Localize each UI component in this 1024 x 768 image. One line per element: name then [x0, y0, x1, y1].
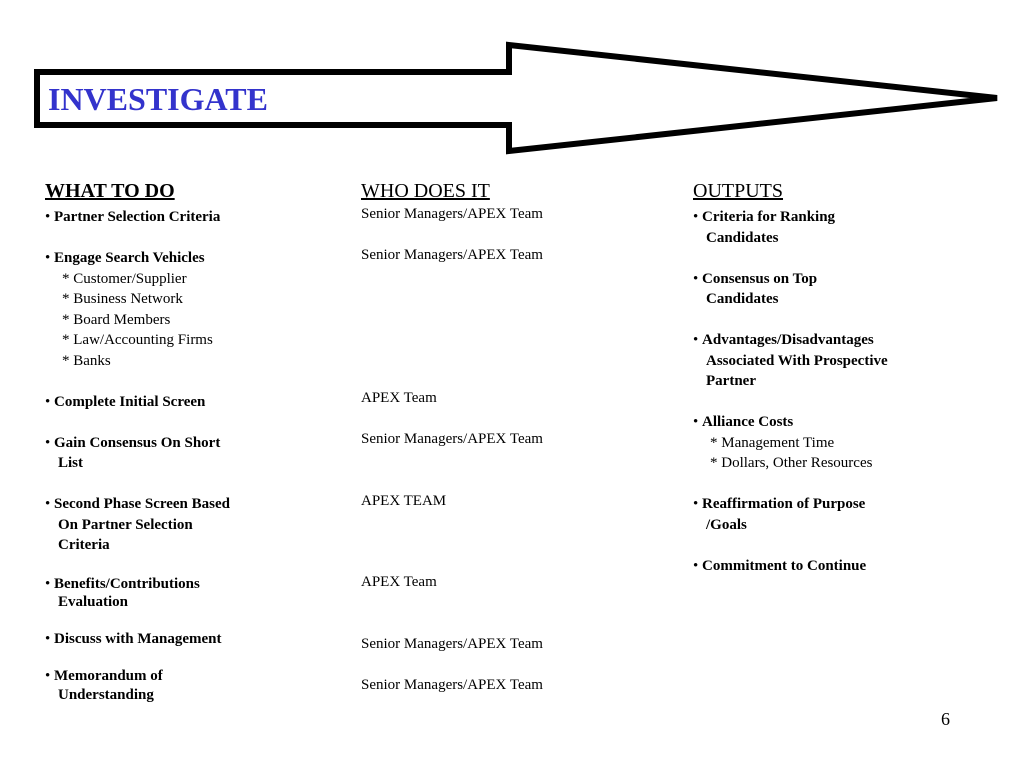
who-item: APEX Team	[361, 390, 437, 406]
bullet-icon: •	[693, 209, 699, 225]
bullet-icon: •	[45, 250, 51, 266]
output-item-text: Consensus on Top	[702, 271, 818, 287]
output-item	[693, 331, 874, 350]
sub-item: * Customer/Supplier	[62, 271, 187, 287]
list-item	[45, 630, 222, 649]
bullet-icon: •	[45, 496, 51, 512]
who-item: APEX TEAM	[361, 493, 447, 509]
bullet-icon: •	[693, 558, 699, 574]
output-sub-item: * Dollars, Other Resources	[710, 455, 873, 471]
sub-item: * Banks	[62, 353, 111, 369]
list-item	[45, 434, 220, 453]
bullet-icon: •	[45, 631, 51, 647]
list-item-continuation: Understanding	[58, 687, 154, 703]
slide-title: INVESTIGATE	[48, 81, 268, 117]
who-does-it-heading: WHO DOES IT	[361, 180, 490, 202]
bullet-icon: •	[693, 271, 699, 287]
output-item	[693, 557, 866, 576]
list-item	[45, 393, 205, 412]
output-item-text: Commitment to Continue	[702, 558, 867, 574]
list-item-continuation: Criteria	[58, 537, 110, 553]
list-item-text: Gain Consensus On Short	[54, 435, 221, 451]
who-item: Senior Managers/APEX Team	[361, 636, 543, 652]
bullet-icon: •	[45, 668, 51, 684]
list-item-text: Discuss with Management	[54, 631, 222, 647]
list-item-continuation: List	[58, 455, 84, 471]
list-item-text: Complete Initial Screen	[54, 394, 206, 410]
output-item-continuation: Associated With Prospective	[706, 353, 888, 369]
output-item	[693, 208, 835, 227]
who-item: Senior Managers/APEX Team	[361, 431, 543, 447]
list-item-text: Partner Selection Criteria	[54, 209, 221, 225]
list-item	[45, 495, 230, 514]
output-item-continuation: /Goals	[706, 517, 747, 533]
list-item-continuation: Evaluation	[58, 594, 129, 610]
list-item-text: Memorandum of	[54, 668, 163, 684]
output-sub-item: * Management Time	[710, 435, 835, 451]
what-to-do-heading: WHAT TO DO	[45, 180, 175, 202]
who-item: Senior Managers/APEX Team	[361, 247, 543, 263]
output-item-continuation: Candidates	[706, 291, 779, 307]
list-item	[45, 575, 200, 594]
output-item	[693, 413, 793, 432]
output-item-text: Alliance Costs	[702, 414, 794, 430]
list-item-continuation: On Partner Selection	[58, 517, 193, 533]
bullet-icon: •	[45, 209, 51, 225]
output-item	[693, 495, 865, 514]
sub-item: * Law/Accounting Firms	[62, 332, 213, 348]
list-item	[45, 667, 163, 686]
who-item: APEX Team	[361, 574, 437, 590]
who-item: Senior Managers/APEX Team	[361, 206, 543, 222]
sub-item: * Business Network	[62, 291, 183, 307]
output-item-text: Criteria for Ranking	[702, 209, 836, 225]
output-item-text: Advantages/Disadvantages	[702, 332, 874, 348]
bullet-icon: •	[693, 332, 699, 348]
sub-item: * Board Members	[62, 312, 171, 328]
bullet-icon: •	[45, 576, 51, 592]
bullet-icon: •	[45, 394, 51, 410]
bullet-icon: •	[693, 496, 699, 512]
bullet-icon: •	[693, 414, 699, 430]
bullet-icon: •	[45, 435, 51, 451]
output-item-continuation: Candidates	[706, 230, 779, 246]
output-item-text: Reaffirmation of Purpose	[702, 496, 866, 512]
list-item-text: Benefits/Contributions	[54, 576, 200, 592]
list-item-text: Engage Search Vehicles	[54, 250, 205, 266]
page-number: 6	[941, 709, 950, 729]
list-item	[45, 249, 205, 268]
list-item-text: Second Phase Screen Based	[54, 496, 230, 512]
output-item	[693, 270, 817, 289]
who-item: Senior Managers/APEX Team	[361, 677, 543, 693]
list-item	[45, 208, 220, 227]
outputs-heading: OUTPUTS	[693, 180, 784, 202]
output-item-continuation: Partner	[706, 373, 756, 389]
